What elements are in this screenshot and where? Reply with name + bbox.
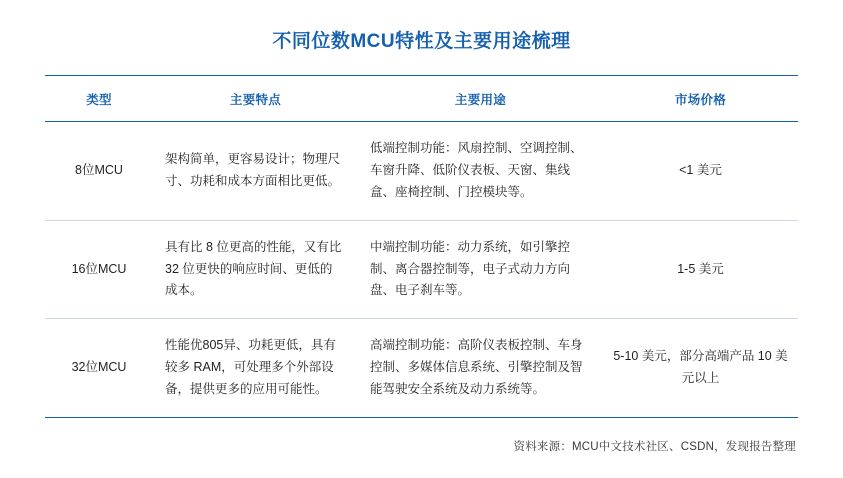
cell-price: <1 美元: [603, 122, 798, 221]
table-row: [45, 319, 798, 418]
mcu-comparison-table: [45, 75, 798, 418]
cell-usage: 中端控制功能：动力系统，如引擎控制、离合器控制等，电子式动力方向盘、电子刹车等。: [358, 220, 603, 319]
cell-price: 1-5 美元: [603, 220, 798, 319]
cell-price: 5-10 美元，部分高端产品 10 美元以上: [603, 319, 798, 418]
source-note: 资料来源：MCU中文技术社区、CSDN，发现报告整理: [513, 440, 796, 453]
cell-features: 具有比 8 位更高的性能，又有比 32 位更快的响应时间、更低的成本。: [153, 220, 358, 319]
table-header: [45, 76, 798, 122]
cell-usage: 低端控制功能：风扇控制、空调控制、车窗升降、低阶仪表板、天窗、集线盒、座椅控制、门控模块等。: [358, 122, 603, 221]
cell-type: 8位MCU: [45, 122, 153, 221]
page-title: 不同位数MCU特性及主要用途梳理: [272, 31, 571, 52]
column-header-features: 主要特点: [153, 76, 358, 122]
column-header-usage: 主要用途: [358, 76, 603, 122]
cell-usage: 高端控制功能：高阶仪表板控制、车身控制、多媒体信息系统、引擎控制及智能驾驶安全系统及动力系统等。: [358, 319, 603, 418]
table-row: [45, 220, 798, 319]
table-row: [45, 122, 798, 221]
cell-type: 16位MCU: [45, 220, 153, 319]
table-header-row: [45, 76, 798, 122]
column-header-type: 类型: [45, 76, 153, 122]
table-body: [45, 122, 798, 418]
column-header-price: 市场价格: [603, 76, 798, 122]
cell-type: 32位MCU: [45, 319, 153, 418]
cell-features: 架构简单，更容易设计；物理尺寸、功耗和成本方面相比更低。: [153, 122, 358, 221]
cell-features: 性能优805异、功耗更低，具有较多 RAM，可处理多个外部设备，提供更多的应用可能性。: [153, 319, 358, 418]
